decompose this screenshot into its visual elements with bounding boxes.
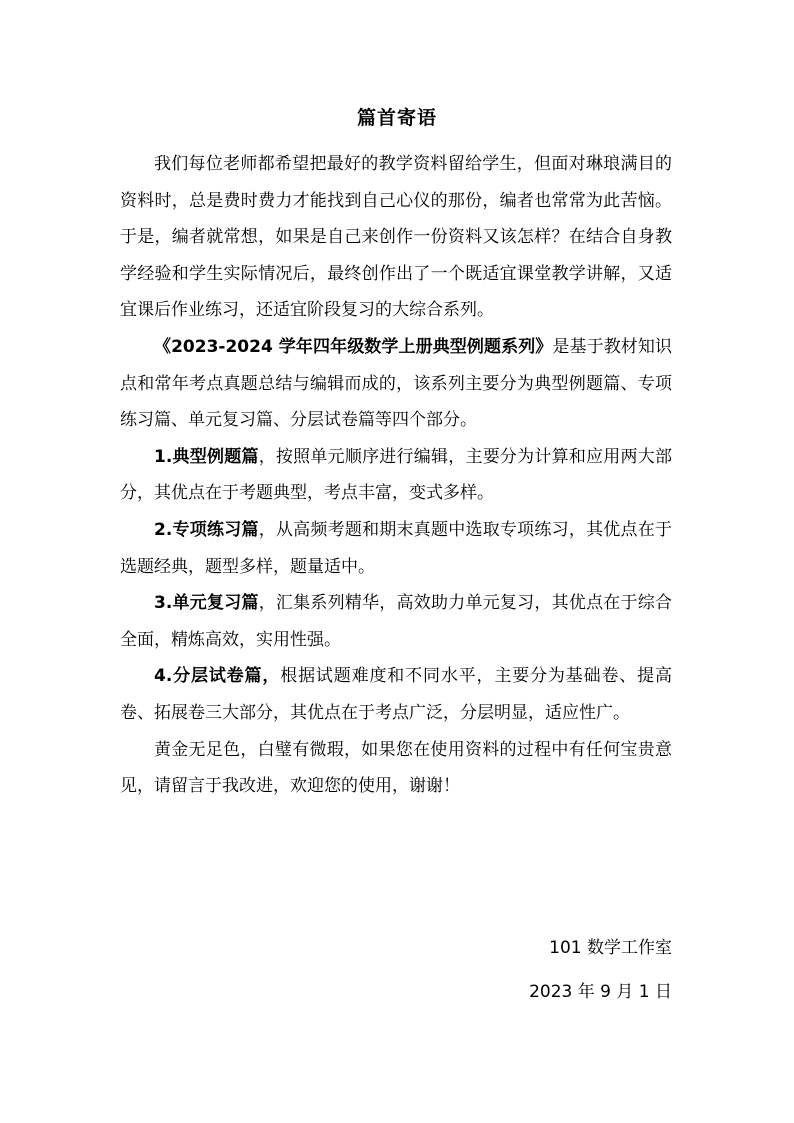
part-heading: 3.单元复习篇 xyxy=(154,593,259,614)
date: 2023 年 9 月 1 日 xyxy=(529,982,672,1002)
part-heading: 1.典型例题篇 xyxy=(154,446,259,467)
page-title: 篇首寄语 xyxy=(356,107,437,129)
preface-body xyxy=(120,146,672,805)
paragraph-text: ，汇集系列精华，高效助力单元复习，其优点在于综合全面，精炼高效，实用性强。 xyxy=(120,593,673,650)
part-heading: 4.分层试卷篇， xyxy=(154,666,281,687)
series-title: 《2023-2024 学年四年级数学上册典型例题系列》 xyxy=(154,336,553,357)
paragraph-text: 黄金无足色，白璧有微瑕，如果您在使用资料的过程中有任何宝贵意见，请留言于我改进，欢迎您的使用，谢谢！ xyxy=(120,739,672,797)
paragraph-part-4 xyxy=(120,658,672,731)
paragraph-text: 是基于教材知识点和常年考点真题总结与编辑而成的，该系列主要分为典型例题篇、专项练习篇、单元复习篇、分层试卷篇等四个部分。 xyxy=(120,336,673,431)
paragraph-intro xyxy=(120,146,672,329)
paragraph-text: 根据试题难度和不同水平，主要分为基础卷、提高卷、拓展卷三大部分，其优点在于考点广泛，分层明显，适应性广。 xyxy=(120,666,672,723)
part-heading: 2.专项练习篇 xyxy=(154,519,259,540)
signature: 101 数学工作室 xyxy=(549,938,672,958)
paragraph-part-1 xyxy=(120,439,672,512)
paragraph-closing xyxy=(120,732,672,805)
paragraph-series xyxy=(120,329,672,439)
paragraph-part-2 xyxy=(120,512,672,585)
paragraph-text: ，从高频考题和期末真题中选取专项练习，其优点在于选题经典，题型多样，题量适中。 xyxy=(120,519,673,577)
paragraph-text: 我们每位老师都希望把最好的教学资料留给学生，但面对琳琅满目的资料时，总是费时费力才能找到自己心仪的那份，编者也常常为此苦恼。于是，编者就常想，如果是自己来创作一份资料又该怎样？在结合自身教学经验和学生实际情况后，最终创作出了一个既适宜课堂教学讲解，又适宜课后作业练习，还适宜阶段复习的大综合系列。 xyxy=(120,154,672,321)
paragraph-part-3 xyxy=(120,585,672,658)
paragraph-text: ，按照单元顺序进行编辑，主要分为计算和应用两大部分，其优点在于考题典型，考点丰富，变式多样。 xyxy=(120,446,673,504)
